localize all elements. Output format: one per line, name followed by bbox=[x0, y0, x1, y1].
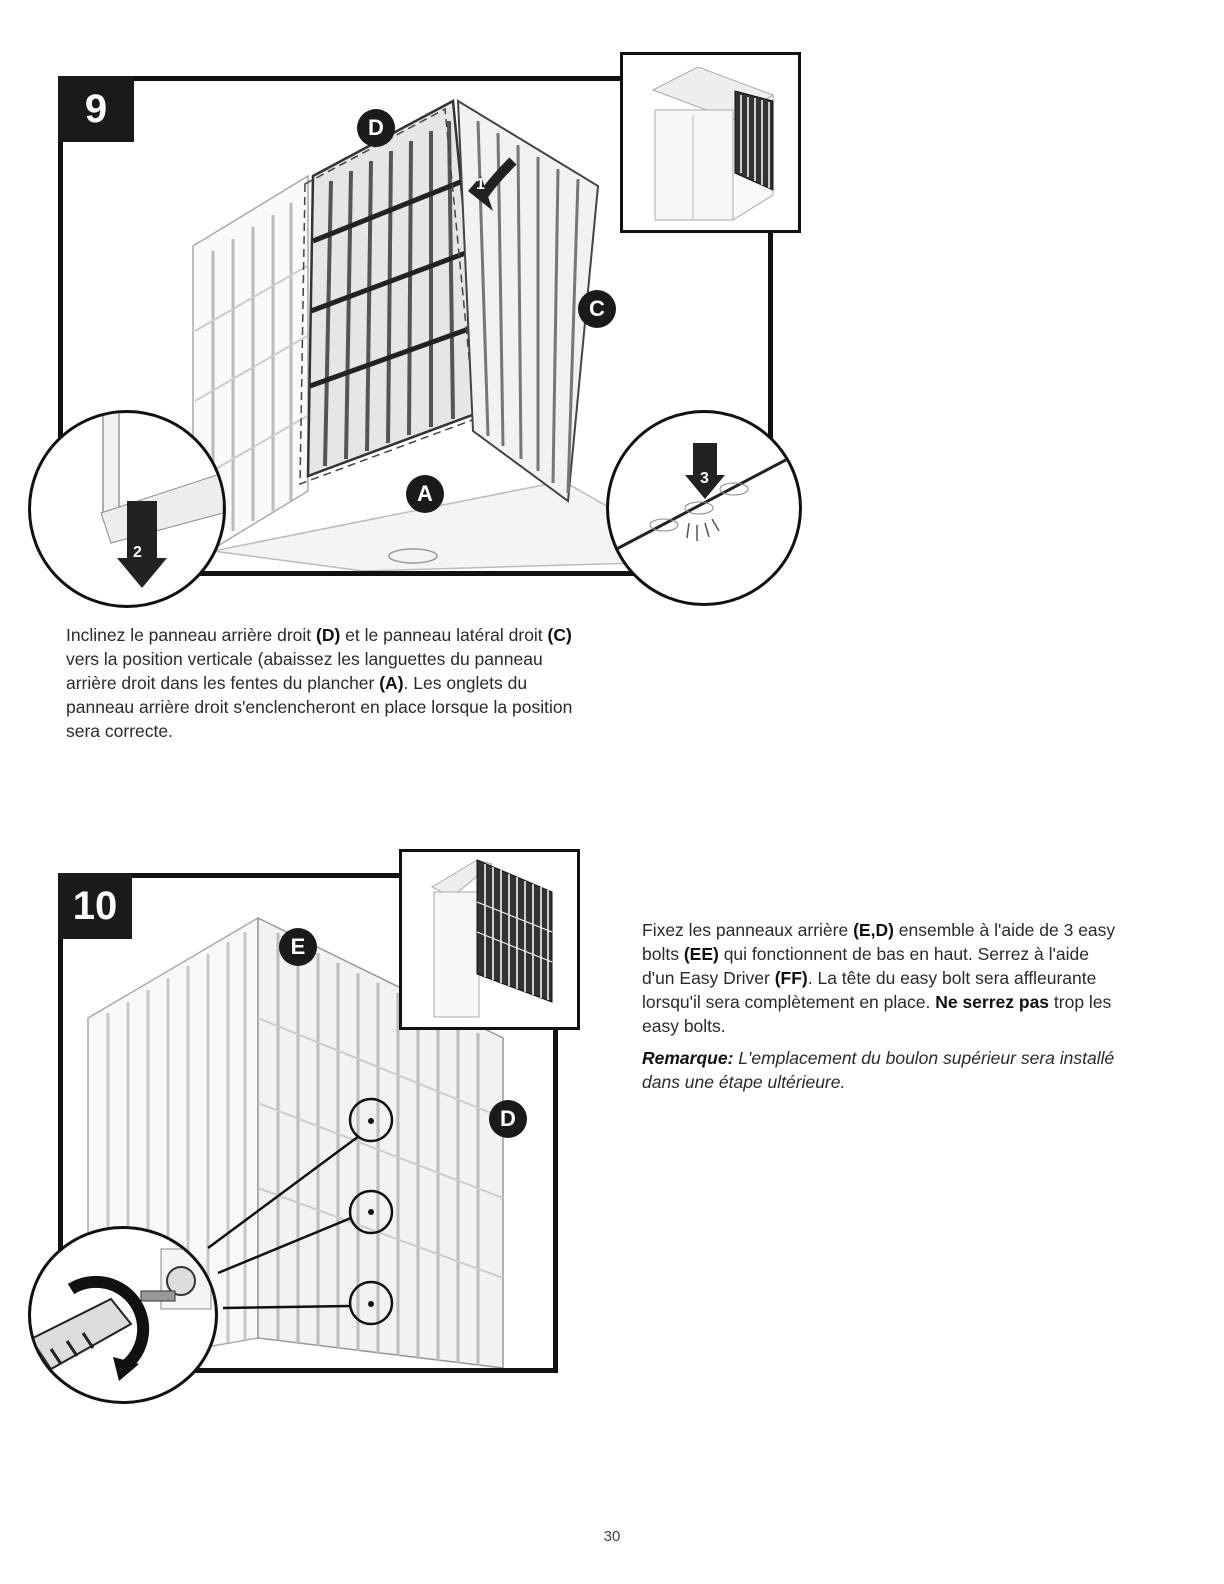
step10-number: 10 bbox=[72, 883, 118, 928]
step9-zoom-right bbox=[606, 410, 802, 606]
step9-inset-shed bbox=[620, 52, 801, 233]
step10-number-badge bbox=[58, 873, 132, 939]
shed-back-panels-image bbox=[402, 852, 577, 1027]
arrow-2-label: 2 bbox=[133, 544, 142, 561]
arrow-3-label: 3 bbox=[700, 470, 709, 487]
easy-driver-detail bbox=[31, 1229, 215, 1401]
callout-d-step9: D bbox=[357, 109, 395, 147]
step9-number-badge bbox=[58, 76, 134, 142]
step9-instructions: Inclinez le panneau arrière droit (D) et le panneau latéral droit (C) vers la position verticale (abaissez les languettes du panneau arrière droit dans les fentes du plancher (A). Les onglets du panneau arrière droit s'enclencheront en place lorsque la position sera correcte. bbox=[66, 625, 573, 741]
arrow-1-label: 1 bbox=[476, 176, 485, 193]
step9-zoom-left bbox=[28, 410, 226, 608]
callout-a-step9: A bbox=[406, 475, 444, 513]
step10-instructions: Fixez les panneaux arrière (E,D) ensemble à l'aide de 3 easy bolts (EE) qui fonctionnent de bas en haut. Serrez à l'aide d'un Easy Driver (FF). La tête du easy bolt sera affleurante lorsqu'il sera complètement en place. Ne serrez pas trop les easy bolts. bbox=[642, 920, 1116, 1036]
step10-zoom-driver bbox=[28, 1226, 218, 1404]
callout-d-step10: D bbox=[489, 1100, 527, 1138]
callout-e-step10: E bbox=[279, 928, 317, 966]
click-into-place-detail bbox=[609, 413, 799, 603]
step10-inset-shed bbox=[399, 849, 580, 1030]
step10-note: Remarque: L'emplacement du boulon supérieur sera installé dans une étape ultérieure. bbox=[642, 1048, 1115, 1092]
tab-insert-detail bbox=[31, 413, 223, 605]
callout-c-step9: C bbox=[578, 290, 616, 328]
page-number: 30 bbox=[603, 1528, 621, 1545]
shed-overview-image bbox=[623, 55, 798, 230]
step9-number: 9 bbox=[84, 86, 108, 131]
